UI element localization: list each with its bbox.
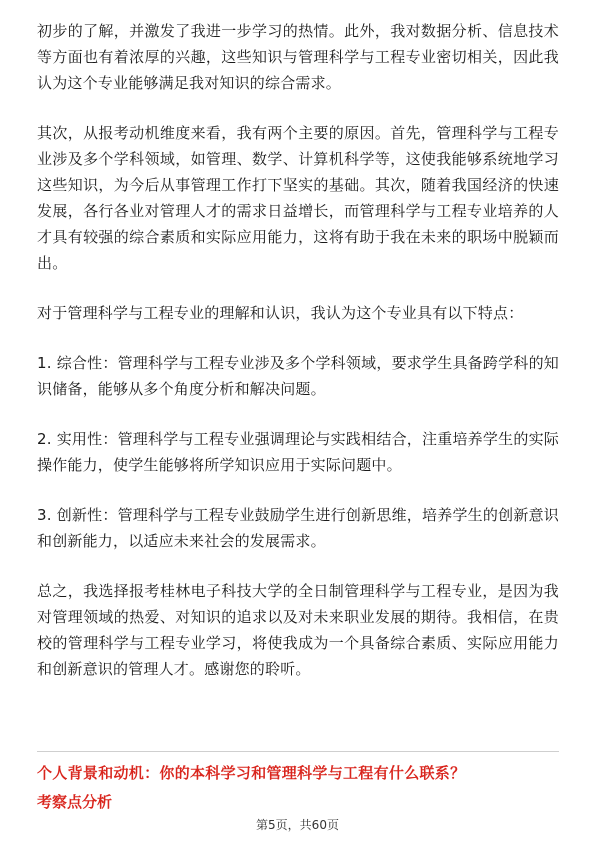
section-divider (37, 751, 559, 752)
body-text (37, 18, 559, 706)
paragraph-interest: 初步的了解，并激发了我进一步学习的热情。此外，我对数据分析、信息技术等方面也有着浓厚的兴趣，这些知识与管理科学与工程专业密切相关，因此我认为这个专业能够满足我对知识的综合需求。 (37, 22, 559, 92)
paragraph-conclusion: 总之，我选择报考桂林电子科技大学的全日制管理科学与工程专业，是因为我对管理领域的热爱、对知识的追求以及对未来职业发展的期待。我相信，在贵校的管理科学与工程专业学习，将使我成为一个具备综合素质、实际应用能力和创新意识的管理人才。感谢您的聆听。 (37, 582, 559, 678)
paragraph-motivation: 其次，从报考动机维度来看，我有两个主要的原因。首先，管理科学与工程专业涉及多个学科领域，如管理、数学、计算机科学等，这使我能够系统地学习这些知识，为今后从事管理工作打下坚实的基础。其次，随着我国经济的快速发展，各行各业对管理人才的需求日益增长，而管理科学与工程专业培养的人才具有较强的综合素质和实际应用能力，这将有助于我在未来的职场中脱颖而出。 (37, 124, 559, 272)
list-item-practical: 2. 实用性：管理科学与工程专业强调理论与实践相结合，注重培养学生的实际操作能力，使学生能够将所学知识应用于实际问题中。 (37, 430, 559, 474)
page-number: 第5页，共60页 (256, 818, 339, 832)
analysis-heading: 考察点分析 (37, 793, 113, 811)
list-item-comprehensive: 1. 综合性：管理科学与工程专业涉及多个学科领域，要求学生具备跨学科的知识储备，能够从多个角度分析和解决问题。 (37, 354, 559, 398)
paragraph-understanding-intro: 对于管理科学与工程专业的理解和认识，我认为这个专业具有以下特点： (37, 304, 524, 322)
list-item-innovative: 3. 创新性：管理科学与工程专业鼓励学生进行创新思维，培养学生的创新意识和创新能力，以适应未来社会的发展需求。 (37, 506, 559, 550)
interview-question: 个人背景和动机：你的本科学习和管理科学与工程有什么联系？ (37, 764, 466, 782)
